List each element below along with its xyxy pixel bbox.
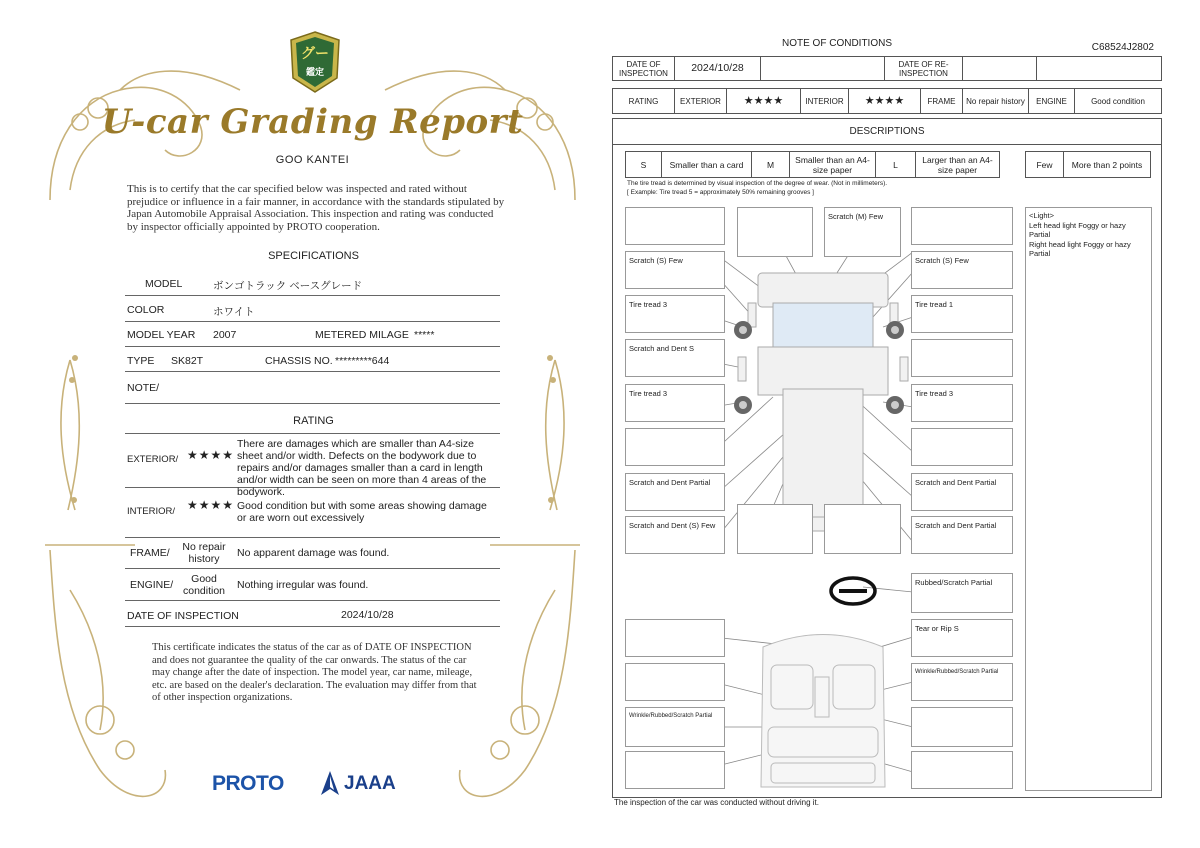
svg-text:グー: グー: [301, 46, 329, 62]
jaaa-logo: JAAA: [344, 773, 396, 794]
condition-box-left-7: Scratch and Dent Partial: [625, 473, 725, 511]
condition-box-top-mid-left: [737, 207, 813, 257]
chassis-value: *********644: [335, 355, 390, 367]
frame-label: FRAME/: [130, 547, 170, 559]
chassis-label: CHASSIS NO.: [265, 355, 333, 367]
condition-box-left-11: Wrinkle/Rubbed/Scratch Partial: [625, 707, 725, 747]
exterior-row: [125, 433, 500, 498]
legend-l: L: [876, 152, 916, 178]
type-value: SK82T: [171, 355, 204, 367]
engine-label: ENGINE: [1029, 89, 1075, 114]
inspection-footer-note: The inspection of the car was conducted without driving it.: [614, 798, 819, 807]
note-row: [125, 372, 500, 404]
size-legend-table: [625, 151, 1000, 178]
interior-stars: ★★★★: [849, 89, 921, 114]
condition-box-left-9: [625, 619, 725, 657]
interior-label: INTERIOR: [801, 89, 849, 114]
color-value: ホワイト: [213, 306, 255, 318]
goo-kantei-badge-logo: [287, 30, 343, 94]
truck-top-view: [738, 273, 908, 531]
light-note-left: Left head light Foggy or hazy Partial: [1029, 220, 1126, 239]
frame-value: No repair history: [182, 541, 226, 565]
legend-l-desc: Larger than an A4-size paper: [916, 152, 1000, 178]
condition-box-right-1: [911, 207, 1013, 245]
color-label: COLOR: [127, 304, 165, 316]
report-subtitle: GOO KANTEI: [275, 154, 350, 166]
descriptions-panel: [612, 118, 1162, 798]
condition-box-left-3: Tire tread 3: [625, 295, 725, 333]
tread-note-line-1: The tire tread is determined by visual inspection of the degree of wear. (Not in millimeters).: [627, 180, 888, 187]
legend-s-desc: Smaller than a card: [662, 152, 752, 178]
rating-summary-table: [612, 88, 1162, 114]
conditions-title: NOTE OF CONDITIONS: [782, 38, 892, 49]
condition-box-right-5: Tire tread 3: [911, 384, 1013, 422]
condition-box-right-12: [911, 707, 1013, 747]
light-notes-box: [1025, 207, 1152, 791]
inspection-date-label: DATE OF INSPECTION: [127, 610, 239, 622]
jaaa-emblem-icon: [320, 770, 340, 796]
few-legend-table: [1025, 151, 1151, 178]
tread-note-line-2: [ Example: Tire tread 5 = approximately 50% remaining grooves ]: [627, 189, 814, 196]
report-title: U-car Grading Report: [101, 102, 524, 142]
model-row: [125, 270, 500, 296]
engine-row: [125, 569, 500, 601]
frame-value: No repair history: [963, 89, 1029, 114]
type-row: [125, 347, 500, 372]
tread-note: [627, 179, 887, 197]
legend-m: M: [752, 152, 790, 178]
interior-desc: Good condition but with some areas showing damage or are worn out excessively: [237, 500, 487, 524]
model-label: MODEL: [145, 278, 183, 290]
inspection-date-row: [125, 601, 500, 627]
light-note-heading: <Light>: [1029, 211, 1055, 220]
condition-box-right-7: Scratch and Dent Partial: [911, 473, 1013, 511]
interior-stars: ★★★★: [187, 498, 235, 512]
condition-box-left-5: Tire tread 3: [625, 384, 725, 422]
model-year-label: MODEL YEAR: [127, 329, 196, 341]
condition-box-left-12: [625, 751, 725, 789]
metered-label: METERED MILAGE: [315, 329, 409, 341]
date-of-inspection-label: DATE OF INSPECTION: [613, 57, 675, 81]
exterior-label: EXTERIOR: [675, 89, 727, 114]
condition-box-right-2: Scratch (S) Few: [911, 251, 1013, 289]
condition-box-left-1: [625, 207, 725, 245]
inspection-dates-table: [612, 56, 1162, 81]
condition-box-left-6: [625, 428, 725, 466]
svg-text:鑑定: 鑑定: [305, 68, 325, 78]
frame-desc: No apparent damage was found.: [237, 547, 390, 559]
descriptions-title: DESCRIPTIONS: [613, 119, 1161, 145]
condition-box-bottom-mid-right: [824, 504, 901, 554]
color-row: [125, 296, 500, 322]
certify-paragraph: This is to certify that the car specified below was inspected and rated without prejudice or influence in a fair manner, in accordance with the standards stipulated by Japan Automobile Appraisal Association. This inspection and rating was conducted by inspector officially appointed by PROTO cooperation.: [127, 183, 505, 233]
steering-wheel-icon: [831, 578, 875, 604]
light-note-right: Right head light Foggy or hazy Partial: [1029, 239, 1131, 258]
engine-desc: Nothing irregular was found.: [237, 579, 369, 591]
condition-box-right-10: Tear or Rip S: [911, 619, 1013, 657]
interior-label: INTERIOR/: [127, 506, 176, 517]
condition-box-left-10: [625, 663, 725, 701]
reinspection-value: [963, 57, 1037, 81]
blank-cell: [761, 57, 885, 81]
condition-box-right-4: [911, 339, 1013, 377]
condition-box-left-2: Scratch (S) Few: [625, 251, 725, 289]
condition-box-right-9: Rubbed/Scratch Partial: [911, 573, 1013, 613]
frame-row: [125, 538, 500, 569]
exterior-stars: ★★★★: [727, 89, 801, 114]
engine-value: Good condition: [182, 573, 226, 597]
specifications-title: SPECIFICATIONS: [268, 250, 359, 262]
grading-certificate: [40, 30, 585, 820]
note-label: NOTE/: [127, 382, 160, 394]
interior-row: [125, 488, 500, 538]
inspection-date-value: 2024/10/28: [341, 609, 394, 621]
legend-few: Few: [1026, 152, 1064, 178]
type-label: TYPE: [127, 355, 155, 367]
report-code: C68524J2802: [1091, 42, 1154, 53]
legend-s: S: [626, 152, 662, 178]
metered-value: *****: [414, 329, 435, 341]
interior-diagram: [761, 635, 885, 788]
condition-box-top-mid-right: Scratch (M) Few: [824, 207, 901, 257]
exterior-desc: There are damages which are smaller than A4-size sheet and/or width. Defects on the bodywork due to repairs and/or damages smaller than a card in length and/or width can be seen on more than 4 areas of the bodywork.: [237, 438, 487, 498]
sponsor-logos: [212, 768, 412, 800]
condition-box-right-11: Wrinkle/Rubbed/Scratch Partial: [911, 663, 1013, 701]
condition-box-right-6: [911, 428, 1013, 466]
date-of-inspection-value: 2024/10/28: [675, 57, 761, 81]
legend-m-desc: Smaller than an A4-size paper: [790, 152, 876, 178]
closing-paragraph: This certificate indicates the status of the car as of DATE OF INSPECTION and does not guarantee the quality of the car onwards. The status of the car may change after the date of inspection. The model year, car name, mileage, etc. are based on the dealer's declaration. The evaluation may differ from that of other inspection organizations.: [152, 642, 477, 703]
exterior-stars: ★★★★: [187, 448, 235, 462]
reinspection-label: DATE OF RE-INSPECTION: [885, 57, 963, 81]
blank-cell: [1037, 57, 1162, 81]
condition-box-left-8: Scratch and Dent (S) Few: [625, 516, 725, 554]
condition-box-bottom-mid-left: [737, 504, 813, 554]
condition-box-left-4: Scratch and Dent S: [625, 339, 725, 377]
condition-box-right-8: Scratch and Dent Partial: [911, 516, 1013, 554]
exterior-label: EXTERIOR/: [127, 454, 179, 465]
proto-logo: PROTO: [212, 772, 284, 795]
model-value: ボンゴトラック ベースグレード: [213, 280, 363, 292]
model-year-value: 2007: [213, 329, 237, 341]
model-year-row: [125, 322, 500, 347]
condition-box-right-3: Tire tread 1: [911, 295, 1013, 333]
legend-few-desc: More than 2 points: [1064, 152, 1151, 178]
engine-label: ENGINE/: [130, 579, 174, 591]
condition-box-right-13: [911, 751, 1013, 789]
frame-label: FRAME: [921, 89, 963, 114]
note-of-conditions-sheet: [612, 34, 1164, 814]
rating-title: RATING: [293, 415, 334, 427]
rating-label: RATING: [613, 89, 675, 114]
engine-value: Good condition: [1075, 89, 1162, 114]
